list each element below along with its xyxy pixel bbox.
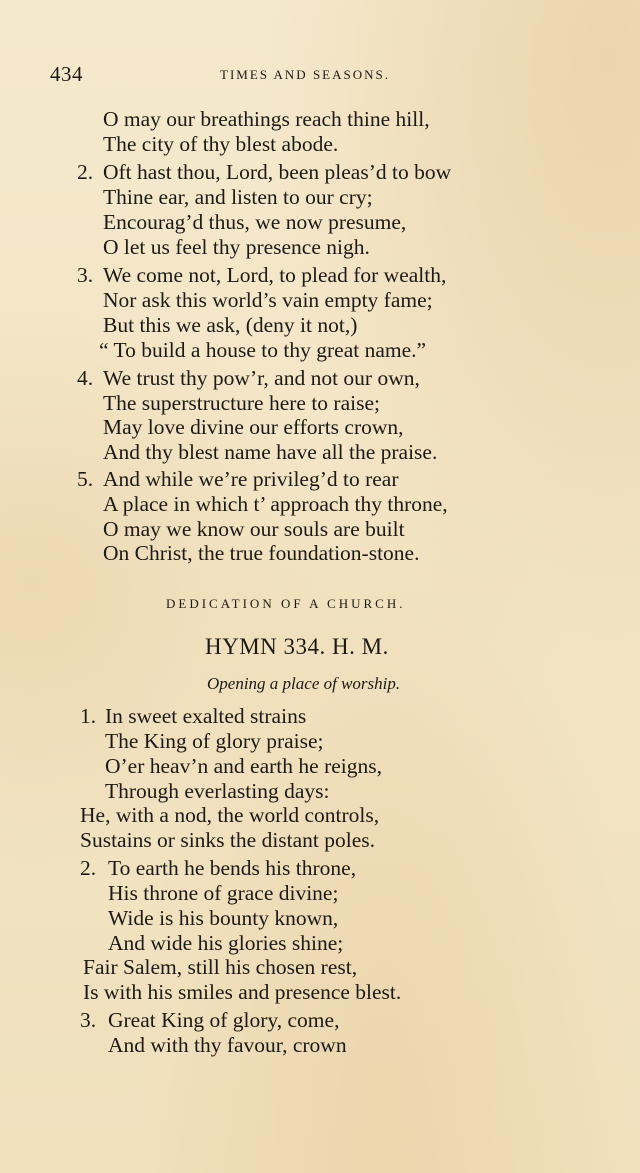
stanza-number: 3. <box>80 1008 97 1032</box>
verse-line: The city of thy blest abode. <box>103 132 339 156</box>
verse-line: And with thy favour, crown <box>108 1033 347 1057</box>
verse-line: And while we’re privileg’d to rear <box>103 467 399 491</box>
verse-line: “ To build a house to thy great name.” <box>99 338 427 362</box>
verse-line: A place in which t’ approach thy throne, <box>103 492 448 516</box>
verse-line: And thy blest name have all the praise. <box>103 440 438 464</box>
hymn-subtitle: Opening a place of worship. <box>207 674 401 693</box>
stanza-number: 5. <box>77 467 94 491</box>
verse-line: Encourag’d thus, we now presume, <box>103 210 407 234</box>
stanza-number: 1. <box>80 704 97 728</box>
hymn-title: HYMN 334. H. M. <box>205 634 389 659</box>
verse-line: The superstructure here to raise; <box>103 391 380 415</box>
verse-line: We trust thy pow’r, and not our own, <box>103 366 420 390</box>
verse-line: Oft hast thou, Lord, been pleas’d to bow <box>103 160 452 184</box>
verse-line: On Christ, the true foundation-stone. <box>103 541 420 565</box>
verse-line: Wide is his bounty known, <box>108 906 339 930</box>
verse-line: The King of glory praise; <box>105 729 324 753</box>
verse-line: Great King of glory, come, <box>108 1008 340 1032</box>
section-title: DEDICATION OF A CHURCH. <box>166 596 406 611</box>
verse-line: Thine ear, and listen to our cry; <box>103 185 373 209</box>
verse-line: Through everlasting days: <box>105 779 330 803</box>
verse-line: Nor ask this world’s vain empty fame; <box>103 288 433 312</box>
stanza-number: 2. <box>80 856 97 880</box>
verse-line: Fair Salem, still his chosen rest, <box>83 955 358 979</box>
verse-line: Sustains or sinks the distant poles. <box>80 828 376 852</box>
verse-line: In sweet exalted strains <box>105 704 307 728</box>
verse-line: May love divine our efforts crown, <box>103 415 404 439</box>
verse-line: He, with a nod, the world controls, <box>80 803 380 827</box>
verse-line: O let us feel thy presence nigh. <box>103 235 370 259</box>
verse-line: To earth he bends his throne, <box>108 856 357 880</box>
verse-line: O may we know our souls are built <box>103 517 405 541</box>
page-number: 434 <box>50 62 83 86</box>
page-header <box>50 62 610 88</box>
running-head: TIMES AND SEASONS. <box>220 67 390 82</box>
stanza-number: 2. <box>77 160 94 184</box>
stanza-number: 3. <box>77 263 94 287</box>
verse-line: We come not, Lord, to plead for wealth, <box>103 263 447 287</box>
verse-line: But this we ask, (deny it not,) <box>103 313 358 337</box>
stanza-number: 4. <box>77 366 94 390</box>
verse-line: O’er heav’n and earth he reigns, <box>105 754 382 778</box>
verse-line: O may our breathings reach thine hill, <box>103 107 430 131</box>
verse-line: Is with his smiles and presence blest. <box>83 980 402 1004</box>
verse-line: And wide his glories shine; <box>108 931 344 955</box>
verse-line: His throne of grace divine; <box>108 881 339 905</box>
